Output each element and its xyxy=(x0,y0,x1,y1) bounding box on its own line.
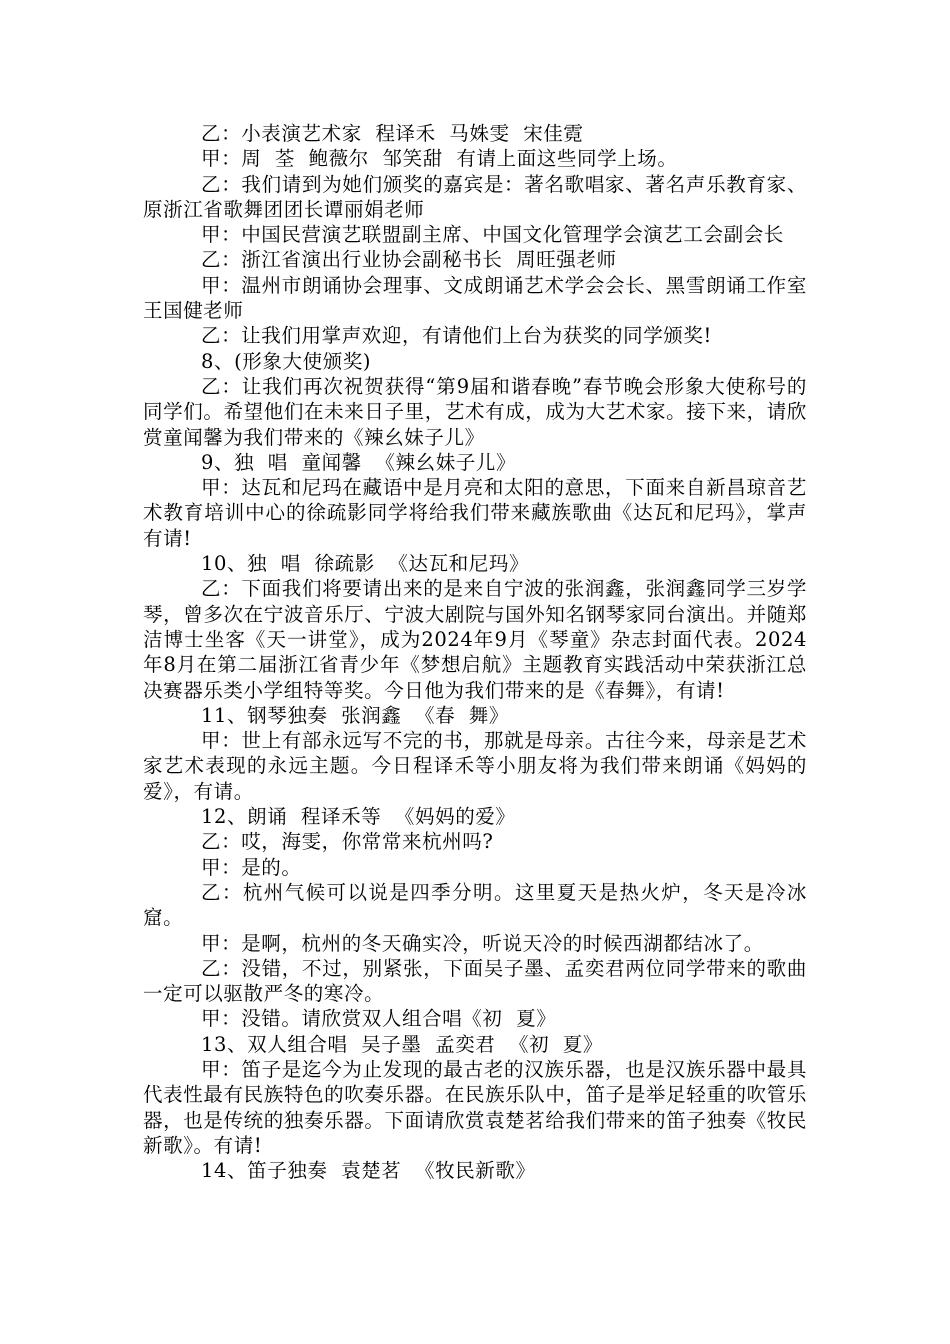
paragraph: 乙：浙江省演出行业协会副秘书长 周旺强老师 xyxy=(201,248,617,272)
program-item-heading: 11、钢琴独奏 张润鑫 《春 舞》 xyxy=(201,703,510,727)
paragraph: 甲：笛子是迄今为止发现的最古老的汉族乐器，也是汉族乐器中最具代表性最有民族特色的吹奏乐器。在民族乐队中，笛子是举足轻重的吹管乐器，也是传统的独奏乐器。下面请欣赏袁楚茗给我们带来的笛子独奏《牧民新歌》。有请! xyxy=(143,1057,807,1157)
paragraph: 甲：是啊，杭州的冬天确实冷，听说天冷的时候西湖都结冰了。 xyxy=(201,931,764,955)
program-item-heading: 9、独 唱 童闻馨 《辣幺妹子儿》 xyxy=(201,450,517,474)
program-item-heading: 8、(形象大使颁奖) xyxy=(201,349,372,373)
program-item-heading: 14、笛子独奏 袁楚茗 《牧民新歌》 xyxy=(201,1159,536,1183)
paragraph: 乙：没错，不过，别紧张，下面吴子墨、孟奕君两位同学带来的歌曲一定可以驱散严冬的寒冷。 xyxy=(143,956,807,1006)
paragraph: 乙：让我们再次祝贺获得“第9届和谐春晚”春节晚会形象大使称号的同学们。希望他们在未来日子里，艺术有成，成为大艺术家。接下来，请欣赏童闻馨为我们带来的《辣幺妹子儿》 xyxy=(143,374,807,449)
paragraph: 乙：下面我们将要请出来的是来自宁波的张润鑫，张润鑫同学三岁学琴，曾多次在宁波音乐厅、宁波大剧院与国外知名钢琴家同台演出。并随郑洁博士坐客《天一讲堂》，成为2024年9月《琴童》杂志封面代表。2024年8月在第二届浙江省青少年《梦想启航》主题教育实践活动中荣获浙江总决赛器乐类小学组特等奖。今日他为我们带来的是《春舞》，有请! xyxy=(143,577,807,702)
paragraph: 乙：哎，海雯，你常常来杭州吗? xyxy=(201,830,494,854)
paragraph: 甲：周 荃 鲍薇尔 邹笑甜 有请上面这些同学上场。 xyxy=(201,147,678,171)
program-item-heading: 12、朗诵 程译禾等 《妈妈的爱》 xyxy=(201,805,516,829)
program-item-heading: 10、独 唱 徐疏影 《达瓦和尼玛》 xyxy=(201,552,530,576)
paragraph: 甲：没错。请欣赏双人组合唱《初 夏》 xyxy=(201,1007,557,1031)
paragraph: 甲：世上有部永远写不完的书，那就是母亲。古往今来，母亲是艺术家艺术表现的永远主题。今日程译禾等小朋友将为我们带来朗诵《妈妈的爱》，有请。 xyxy=(143,729,807,803)
program-item-heading: 13、双人组合唱 吴子墨 孟奕君 《初 夏》 xyxy=(201,1032,604,1056)
paragraph: 甲：温州市朗诵协会理事、文成朗诵艺术学会会长、黑雪朗诵工作室 王国健老师 xyxy=(143,273,821,323)
paragraph: 甲：是的。 xyxy=(201,855,302,879)
paragraph: 甲：达瓦和尼玛在藏语中是月亮和太阳的意思，下面来自新昌琼音艺术教育培训中心的徐疏影同学将给我们带来藏族歌曲《达瓦和尼玛》，掌声有请! xyxy=(143,476,807,550)
document-body xyxy=(143,121,821,1183)
paragraph: 乙：小表演艺术家 程译禾 马姝雯 宋佳霓 xyxy=(201,122,584,145)
paragraph: 乙：我们请到为她们颁奖的嘉宾是：著名歌唱家、著名声乐教育家、原浙江省歌舞团团长谭丽娟老师 xyxy=(143,172,807,221)
paragraph: 甲：中国民营演艺联盟副主席、中国文化管理学会演艺工会副会长 xyxy=(201,223,784,247)
paragraph: 乙：杭州气候可以说是四季分明。这里夏天是热火炉，冬天是冷冰窟。 xyxy=(143,880,807,930)
paragraph: 乙：让我们用掌声欢迎，有请他们上台为获奖的同学颁奖! xyxy=(201,324,712,348)
